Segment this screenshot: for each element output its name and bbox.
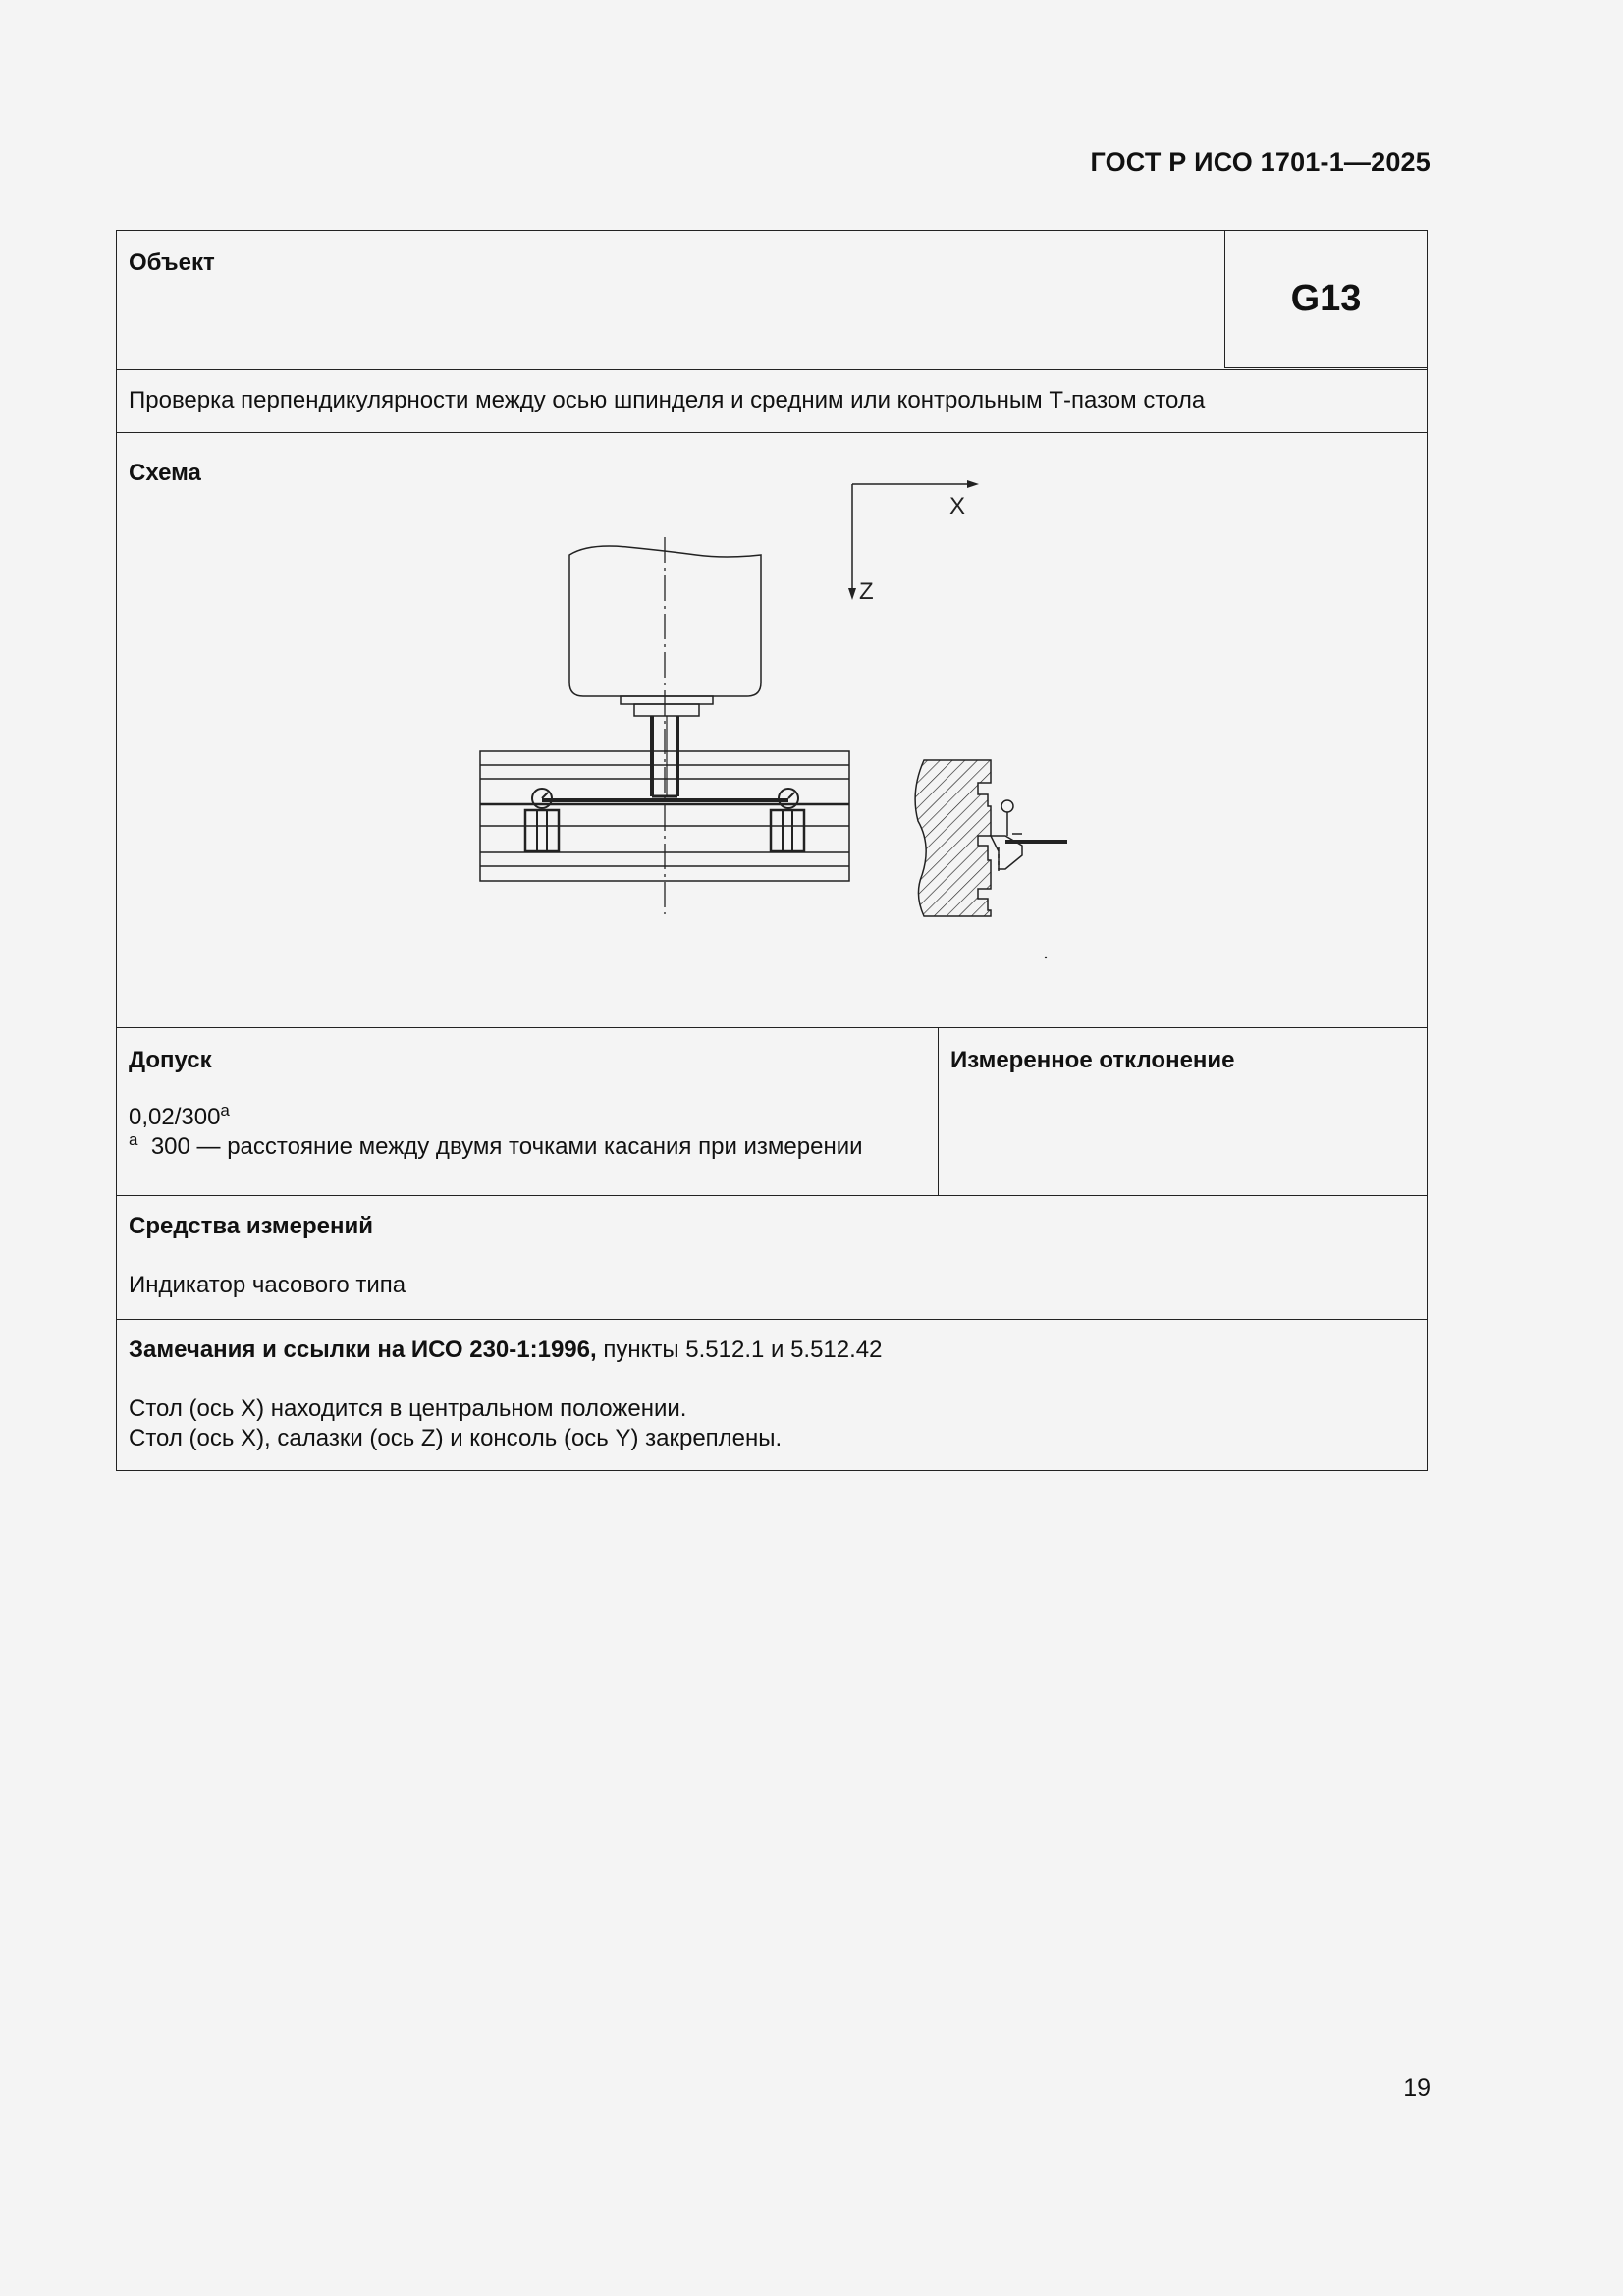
- object-row: [117, 231, 1427, 370]
- footnote-text: 300 — расстояние между двумя точками касания при измерении: [150, 1133, 863, 1160]
- scheme-diagram: [117, 433, 1427, 1028]
- document-code-header: ГОСТ Р ИСО 1701-1—2025: [1090, 147, 1431, 177]
- tolerance-value-sup: a: [220, 1101, 230, 1120]
- axis-z-label: Z: [859, 578, 874, 605]
- notes-label-bold: Замечания и ссылки на ИСО 230-1:1996,: [129, 1337, 597, 1363]
- notes-heading: [129, 1336, 1415, 1365]
- tolerance-value: 0,02/300: [129, 1104, 221, 1130]
- axis-x-label: X: [949, 493, 966, 519]
- page-number: 19: [1403, 2074, 1431, 2102]
- notes-row: [117, 1320, 1427, 1470]
- t-slot-section-icon: [915, 760, 1067, 916]
- tolerance-row: [117, 1028, 1427, 1196]
- footnote-mark: a: [129, 1130, 138, 1149]
- notes-label-rest: пункты 5.512.1 и 5.512.42: [596, 1337, 883, 1363]
- tolerance-footnote: [129, 1132, 926, 1162]
- stray-dot: [1045, 957, 1047, 958]
- inspection-table: [116, 230, 1428, 1471]
- scheme-label: Схема: [129, 460, 201, 486]
- dial-indicator-right-icon: [771, 789, 804, 851]
- object-description: Проверка перпендикулярности между осью шпинделя и средним или контрольным Т-пазом стола: [117, 368, 1427, 433]
- tolerance-label: Допуск: [129, 1047, 212, 1073]
- notes-line-1: Стол (ось X) находится в центральном положении.: [129, 1395, 687, 1422]
- means-item: Индикатор часового типа: [129, 1272, 406, 1298]
- tolerance-value-line: [129, 1103, 926, 1132]
- tolerance-cell: [117, 1028, 939, 1195]
- dial-indicator-left-icon: [525, 789, 559, 851]
- measured-deviation-label: Измеренное отклонение: [950, 1047, 1235, 1073]
- means-label: Средства измерений: [129, 1213, 374, 1239]
- notes-line-2: Стол (ось X), салазки (ось Z) и консоль (ось Y) закреплены.: [129, 1425, 783, 1451]
- test-code: G13: [1224, 231, 1427, 368]
- object-label: Объект: [129, 249, 215, 276]
- scheme-row: [117, 433, 1427, 1028]
- means-row: [117, 1196, 1427, 1320]
